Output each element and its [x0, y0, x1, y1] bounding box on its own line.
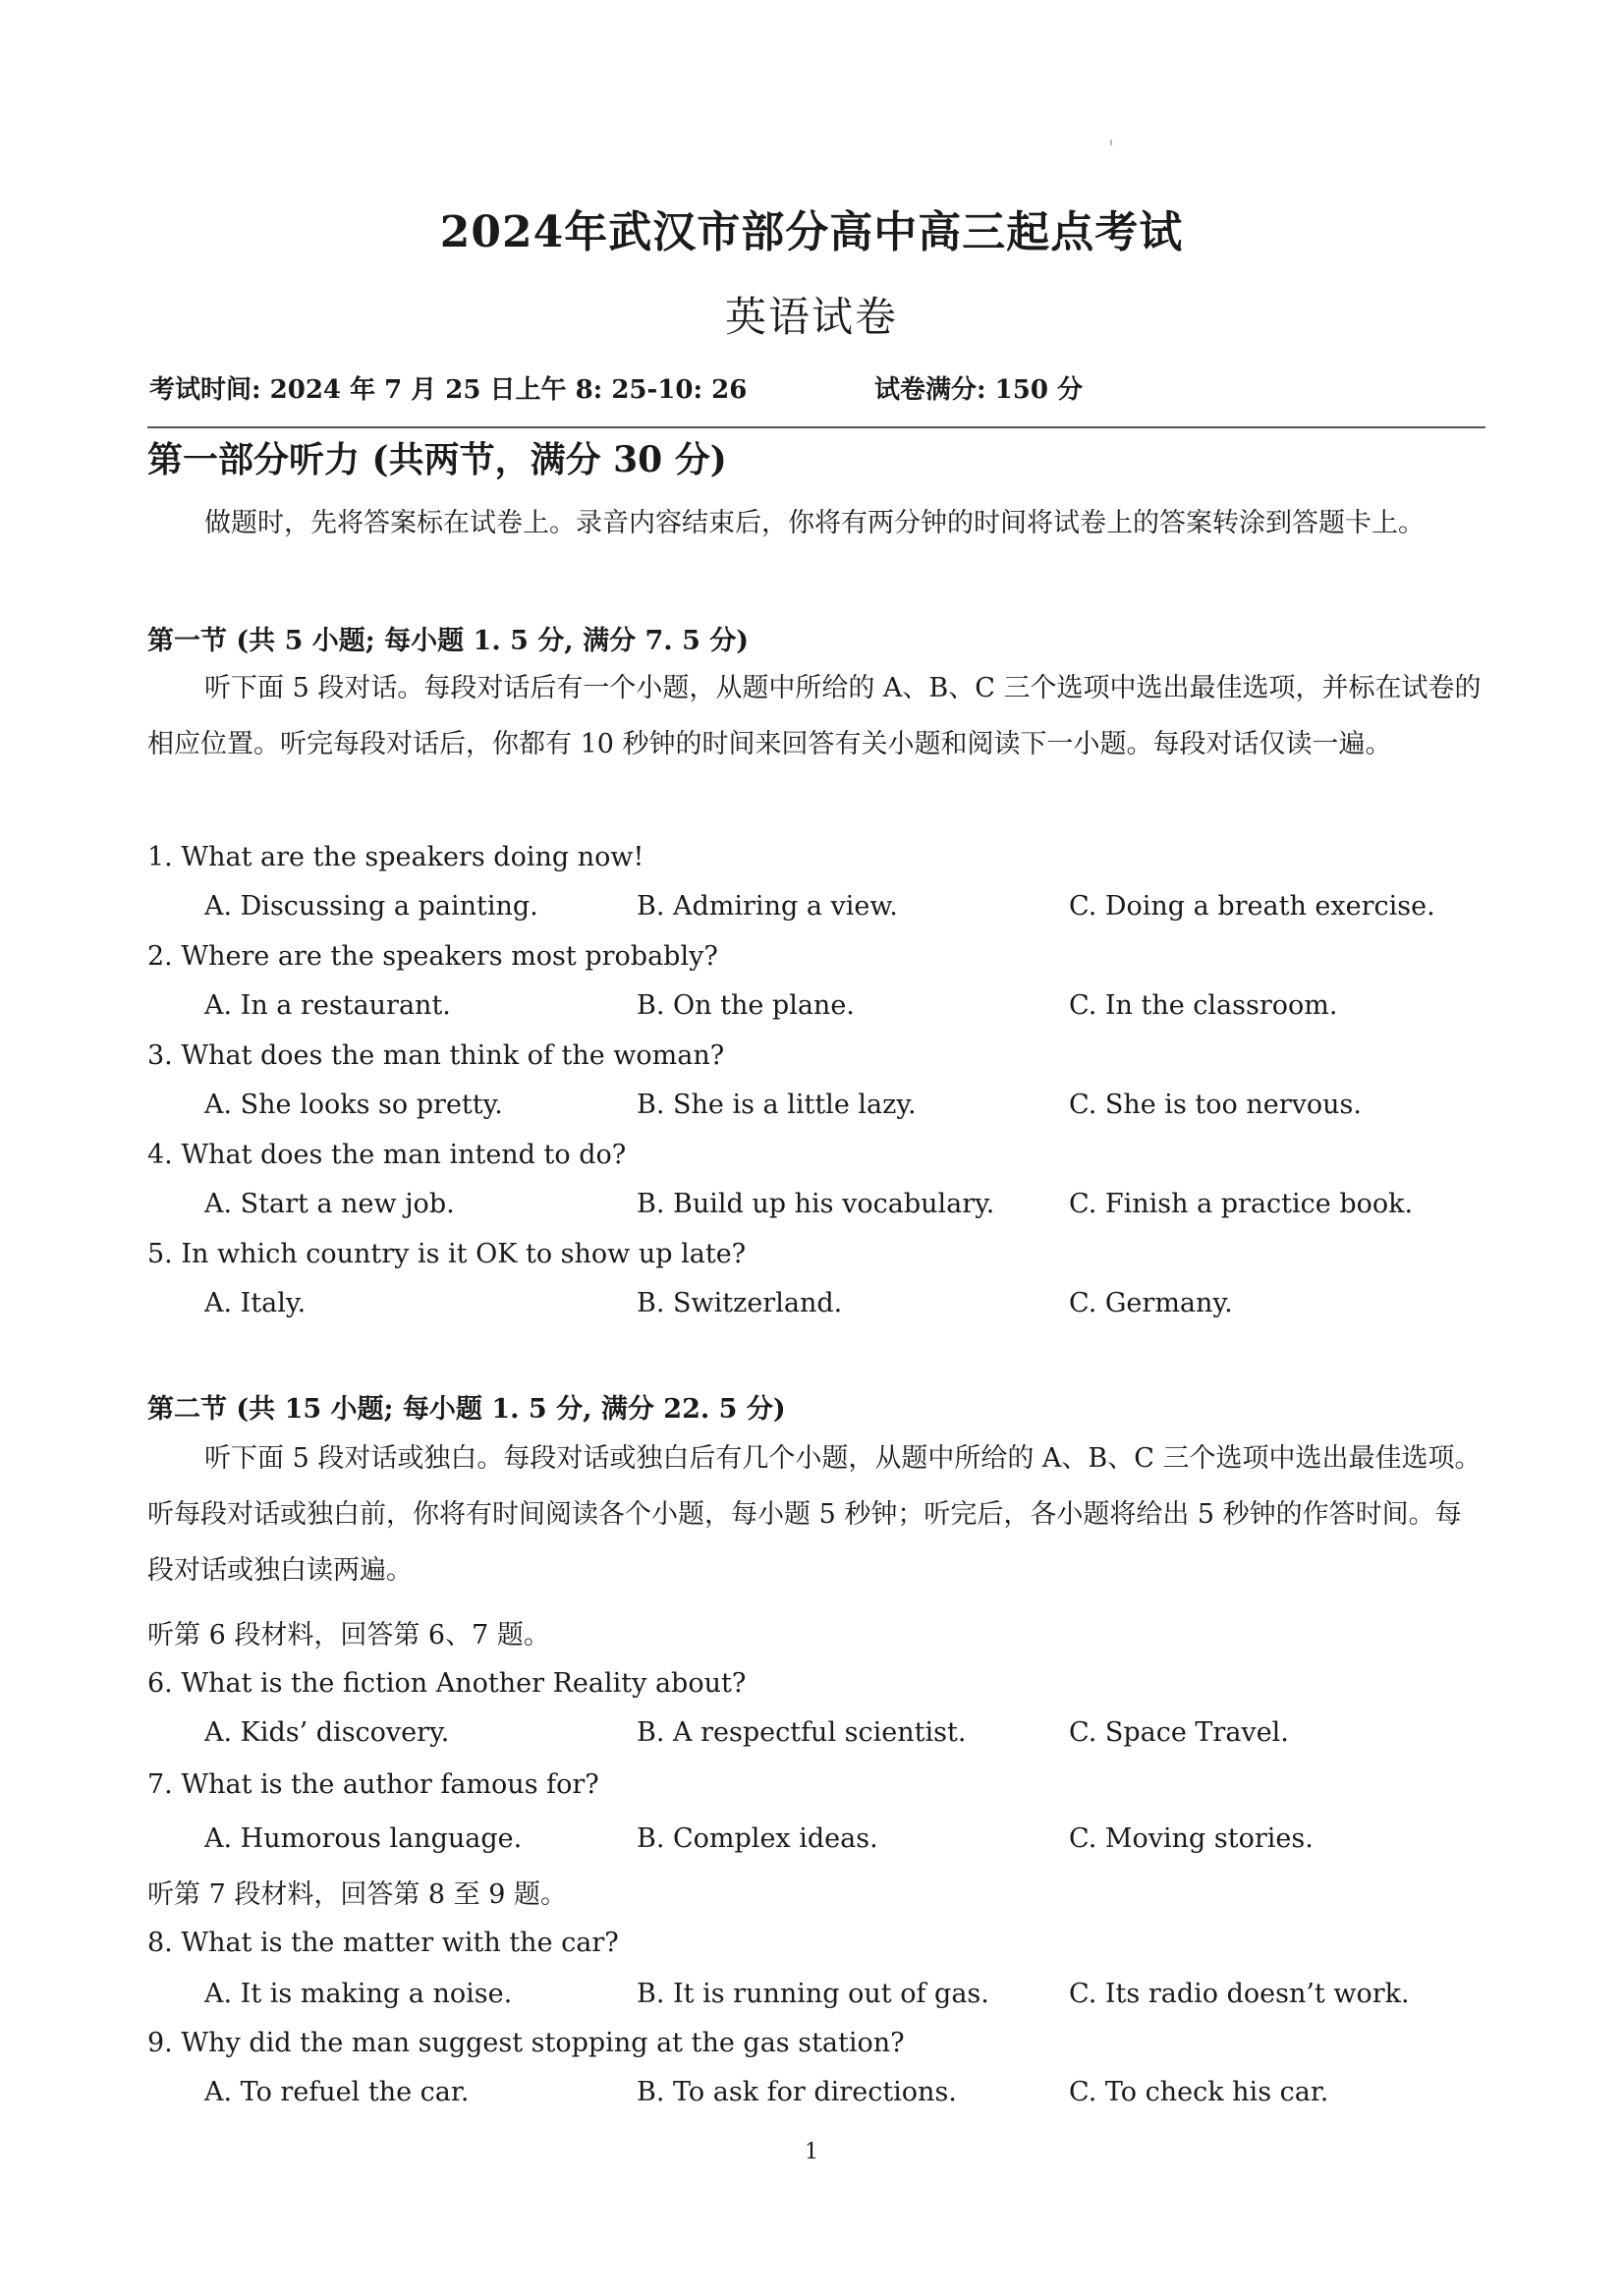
section1-heading: 第一节 (共 5 小题; 每小题 1. 5 分, 满分 7. 5 分) [147, 626, 750, 656]
question-1: 1. What are the speakers doing now! [147, 842, 644, 872]
material-7-note: 听第 7 段材料，回答第 8 至 9 题。 [147, 1879, 568, 1910]
q1-option-c: C. Doing a breath exercise. [1069, 891, 1435, 922]
question-2: 2. Where are the speakers most probably? [147, 941, 718, 972]
header-rule [147, 426, 1485, 428]
q3-option-b: B. She is a little lazy. [637, 1090, 917, 1120]
q9-option-b: B. To ask for directions. [637, 2077, 957, 2107]
q8-option-a: A. It is making a noise. [204, 1979, 513, 2009]
exam-score: 试卷满分: 150 分 [874, 375, 1083, 405]
q9-option-a: A. To refuel the car. [204, 2077, 470, 2107]
q6-option-c: C. Space Travel. [1069, 1717, 1289, 1748]
q2-option-b: B. On the plane. [637, 990, 855, 1021]
exam-subtitle: 英语试卷 [724, 293, 898, 341]
question-6: 6. What is the fiction Another Reality about? [147, 1668, 747, 1699]
scan-mark [1110, 140, 1112, 145]
q5-option-b: B. Switzerland. [637, 1288, 843, 1318]
question-8: 8. What is the matter with the car? [147, 1928, 619, 1958]
q4-option-a: A. Start a new job. [204, 1189, 455, 1219]
question-9: 9. Why did the man suggest stopping at the gas station? [147, 2028, 905, 2058]
q4-option-c: C. Finish a practice book. [1069, 1189, 1414, 1219]
part1-heading: 第一部分听力 (共两节，满分 30 分) [147, 439, 727, 480]
question-7: 7. What is the author famous for? [147, 1769, 599, 1800]
question-3: 3. What does the man think of the woman? [147, 1040, 725, 1071]
q2-option-c: C. In the classroom. [1069, 990, 1338, 1021]
question-4: 4. What does the man intend to do? [147, 1140, 627, 1170]
q7-option-b: B. Complex ideas. [637, 1823, 878, 1854]
section2-heading: 第二节 (共 15 小题; 每小题 1. 5 分, 满分 22. 5 分) [147, 1394, 786, 1425]
section2-instruction: 听下面 5 段对话或独白。每段对话或独白后有几个小题，从题中所给的 A、B、C 三个选项中选出最佳选项。听每段对话或独白前，你将有时间阅读各个小题，每小题 5 秒钟；听完后，各小题将给出 5 秒钟的作答时间。每段对话或独白读两遍。 [147, 1443, 1482, 1586]
q6-option-b: B. A respectful scientist. [637, 1717, 967, 1748]
exam-title: 2024年武汉市部分高中高三起点考试 [439, 207, 1184, 257]
q2-option-a: A. In a restaurant. [204, 990, 451, 1021]
q9-option-c: C. To check his car. [1069, 2077, 1329, 2107]
q4-option-b: B. Build up his vocabulary. [637, 1189, 995, 1219]
material-6-note: 听第 6 段材料，回答第 6、7 题。 [147, 1620, 550, 1651]
q1-option-b: B. Admiring a view. [637, 891, 898, 922]
q7-option-c: C. Moving stories. [1069, 1823, 1314, 1854]
exam-time: 考试时间: 2024 年 7 月 25 日上午 8: 25-10: 26 [149, 375, 748, 405]
q6-option-a: A. Kids’ discovery. [204, 1717, 450, 1748]
question-5: 5. In which country is it OK to show up late? [147, 1239, 747, 1269]
q8-option-c: C. Its radio doesn’t work. [1069, 1979, 1410, 2009]
q8-option-b: B. It is running out of gas. [637, 1979, 989, 2009]
q5-option-c: C. Germany. [1069, 1288, 1233, 1318]
q3-option-a: A. She looks so pretty. [204, 1090, 503, 1120]
q7-option-a: A. Humorous language. [204, 1823, 523, 1854]
part1-instruction: 做题时，先将答案标在试卷上。录音内容结束后，你将有两分钟的时间将试卷上的答案转涂到答题卡上。 [204, 508, 1425, 538]
q3-option-c: C. She is too nervous. [1069, 1090, 1362, 1120]
q5-option-a: A. Italy. [204, 1288, 307, 1318]
q1-option-a: A. Discussing a painting. [204, 891, 538, 922]
page-number: 1 [805, 2140, 818, 2164]
section1-instruction: 听下面 5 段对话。每段对话后有一个小题，从题中所给的 A、B、C 三个选项中选出最佳选项，并标在试卷的相应位置。听完每段对话后，你都有 10 秒钟的时间来回答有关小题和阅读下一小题。每段对话仅读一遍。 [147, 673, 1482, 759]
